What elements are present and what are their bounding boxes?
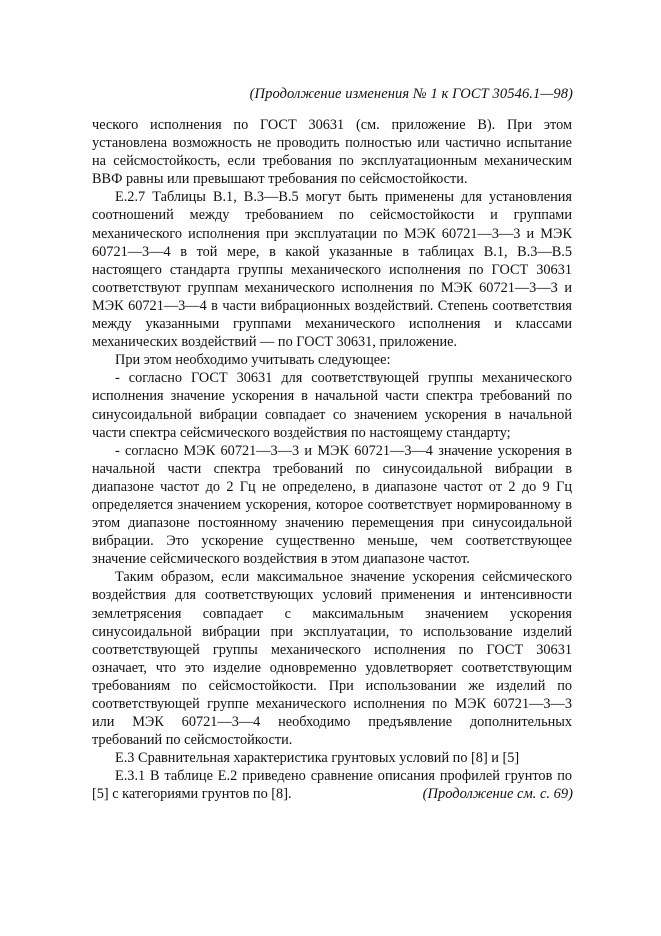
paragraph-note-intro: При этом необходимо учитывать следующее: (115, 352, 391, 369)
paragraph-conclusion: Таким образом, если максимальное значение ускорения сейсмического воздействия для соответствующих условий применения и интенсивности землетрясения совпадает с максимальным значением ускорения синусоидальной вибрации при эксплуатации, то использование изделий соответствующей группы механического исполнения по ГОСТ 30631 означает, что это изделие одновременно удовлетворяет соответствующим требованиям по сейсмостойкости. При использовании же изделий по соответствующей группе механического исполнения по МЭК 60721—3—3 или МЭК 60721—3—4 необходимо предъявление дополнительных требований по сейсмостойкости. (92, 569, 572, 749)
paragraph-e-2-7: Е.2.7 Таблицы В.1, В.3—В.5 могут быть применены для установления соотношений между требованием по сейсмостойкости и группами механического исполнения при эксплуатации по МЭК 60721—3—3 и МЭК 60721—3—4 в той мере, в какой указанные в таблицах В.1, В.3—В.5 настоящего стандарта группы механического исполнения по ГОСТ 30631 соответствуют группам механического исполнения по МЭК 60721—3—3 и МЭК 60721—3—4 в части вибрационных воздействий. Степень соответствия между указанными группами механического исполнения и классами механических воздействий — по ГОСТ 30631, приложение. (92, 189, 572, 351)
continuation-header: (Продолжение изменения № 1 к ГОСТ 30546.1—98) (249, 86, 573, 102)
continuation-footer: (Продолжение см. с. 69) (422, 786, 573, 802)
document-body (92, 116, 572, 804)
paragraph-e-3-1: Е.3.1 В таблице Е.2 приведено сравнение описания профилей грунтов по [5] с категориями грунтов по [8]. (92, 768, 572, 803)
section-heading-e-3: Е.3 Сравнительная характеристика грунтовых условий по [8] и [5] (115, 750, 520, 767)
paragraph-continued: ческого исполнения по ГОСТ 30631 (см. приложение В). При этом установлена возможность не проводить полностью или частично испытание на сейсмостойкость, если требования по эксплуатационным механическим ВВФ равны или превышают требования по сейсмостойкости. (92, 117, 572, 188)
list-item-iec: - согласно МЭК 60721—3—3 и МЭК 60721—3—4 значение ускорения в начальной части спектра требований по синусоидальной вибрации в диапазоне частот до 2 Гц не определено, в диапазоне частот от 2 до 9 Гц определяется значением ускорения, которое соответствует нормированному в этом диапазоне постоянному значению перемещения при синусоидальной вибрации. Это ускорение существенно меньше, чем соответствующее значение сейсмического воздействия в этом диапазоне частот. (92, 442, 572, 568)
list-item-gost: - согласно ГОСТ 30631 для соответствующей группы механического исполнения значение ускорения в начальной части спектра требований по синусоидальной вибрации совпадает со значением ускорения в начальной части спектра сейсмического воздействия по настоящему стандарту; (92, 370, 572, 441)
